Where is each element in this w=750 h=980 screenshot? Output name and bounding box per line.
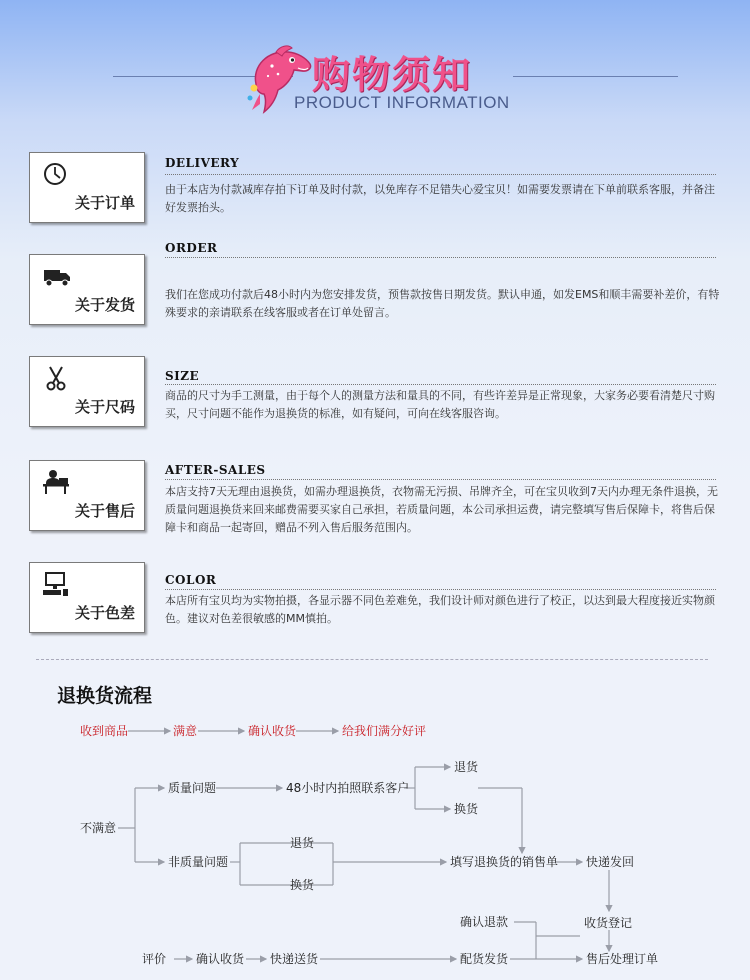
size-divider <box>165 384 716 385</box>
flow-express-send: 快递发回 <box>586 855 635 869</box>
flow-connectors <box>0 700 750 980</box>
flow-return: 退货 <box>454 760 479 774</box>
flow-title: 退换货流程 <box>57 685 153 707</box>
color-text: 本店所有宝贝均为实物拍摄，各显示器不同色差难免，我们设计师对颜色进行了校正，以达到最大程度接近实物颜色。建议对色差很敏感的MM慎拍。 <box>165 594 715 625</box>
flow-contact-customer: 48小时内拍照联系客户 <box>286 781 410 795</box>
aftersales-info-label: 关于售后 <box>74 502 135 520</box>
aftersales-text: 本店支持7天无理由退换货，如需办理退换货，衣物需无污损、吊牌齐全，可在宝贝收到7天内办理无条件退换，无质量问题退换货来回来邮费需要买家自己承担，若质量问题，本公司承担运费，请完整填写售后保障卡，将售后保障卡和商品一起寄回，赠品不列入售后服务范围内。 <box>165 485 718 534</box>
page-title: 购物须知 <box>312 53 473 97</box>
flow-aftersale-order: 售后处理订单 <box>586 952 659 966</box>
flow-confirm-refund: 确认退款 <box>460 915 509 929</box>
order-info-box <box>29 152 145 223</box>
header-line-right <box>513 76 678 77</box>
order-text: 我们在您成功付款后48小时内为您安排发货，预售款按售日期发货。默认申通，如发EMS和顺丰需要补差价，有特殊要求的亲请联系在线客服或者在订单处留言。 <box>165 288 720 319</box>
size-title: SIZE <box>165 369 200 383</box>
aftersales-info-box <box>29 460 145 531</box>
scissors-icon <box>42 365 70 391</box>
clock-icon <box>42 161 70 187</box>
flow-step-receive: 收到商品 <box>80 724 129 738</box>
order-title: ORDER <box>165 241 218 255</box>
color-divider <box>165 589 716 590</box>
size-text: 商品的尺寸为手工测量，由于每个人的测量方法和量具的不同，有些许差异是正常现象，大家务必要看清楚尺寸购买，尺寸问题不能作为退换货的标准，如有疑问，可向在线客服咨询。 <box>165 389 715 420</box>
flow-step-satisfied: 满意 <box>173 724 198 738</box>
page-subtitle: PRODUCT INFORMATION <box>294 93 510 112</box>
order-info-label: 关于订单 <box>74 194 135 212</box>
section-divider <box>36 659 708 660</box>
flow-review: 评价 <box>142 952 167 966</box>
flow-fill-form: 填写退换货的销售单 <box>450 855 559 869</box>
size-info-box <box>29 356 145 427</box>
shipping-info-label: 关于发货 <box>74 296 135 314</box>
flow-unsatisfied: 不满意 <box>80 821 117 835</box>
delivery-divider <box>165 174 716 175</box>
flow-step-good-review: 给我们满分好评 <box>342 724 427 738</box>
flow-return-2: 退货 <box>290 836 315 850</box>
delivery-title: DELIVERY <box>165 156 240 170</box>
service-desk-icon <box>42 469 70 495</box>
flow-ship: 配货发货 <box>460 952 509 966</box>
computer-icon <box>42 571 70 597</box>
flow-exchange: 换货 <box>454 802 479 816</box>
color-info-box <box>29 562 145 633</box>
truck-icon <box>42 263 72 289</box>
aftersales-title: AFTER-SALES <box>165 463 266 477</box>
size-info-label: 关于尺码 <box>74 398 135 416</box>
delivery-text: 由于本店为付款减库存拍下订单及时付款，以免库存不足错失心爱宝贝！如需要发票请在下单前联系客服，并备注好发票抬头。 <box>165 183 715 214</box>
color-title: COLOR <box>165 573 217 587</box>
flow-confirm-receipt-2: 确认收货 <box>196 952 245 966</box>
shipping-info-box <box>29 254 145 325</box>
color-info-label: 关于色差 <box>74 604 135 622</box>
flow-non-quality-issue: 非质量问题 <box>168 855 229 869</box>
flow-receive-register: 收货登记 <box>584 916 633 930</box>
aftersales-divider <box>165 479 716 480</box>
flow-step-confirm-receipt: 确认收货 <box>248 724 297 738</box>
flow-exchange-2: 换货 <box>290 878 315 892</box>
flow-express-delivery: 快递送货 <box>270 952 319 966</box>
order-divider <box>165 257 716 258</box>
flow-quality-issue: 质量问题 <box>168 781 217 795</box>
